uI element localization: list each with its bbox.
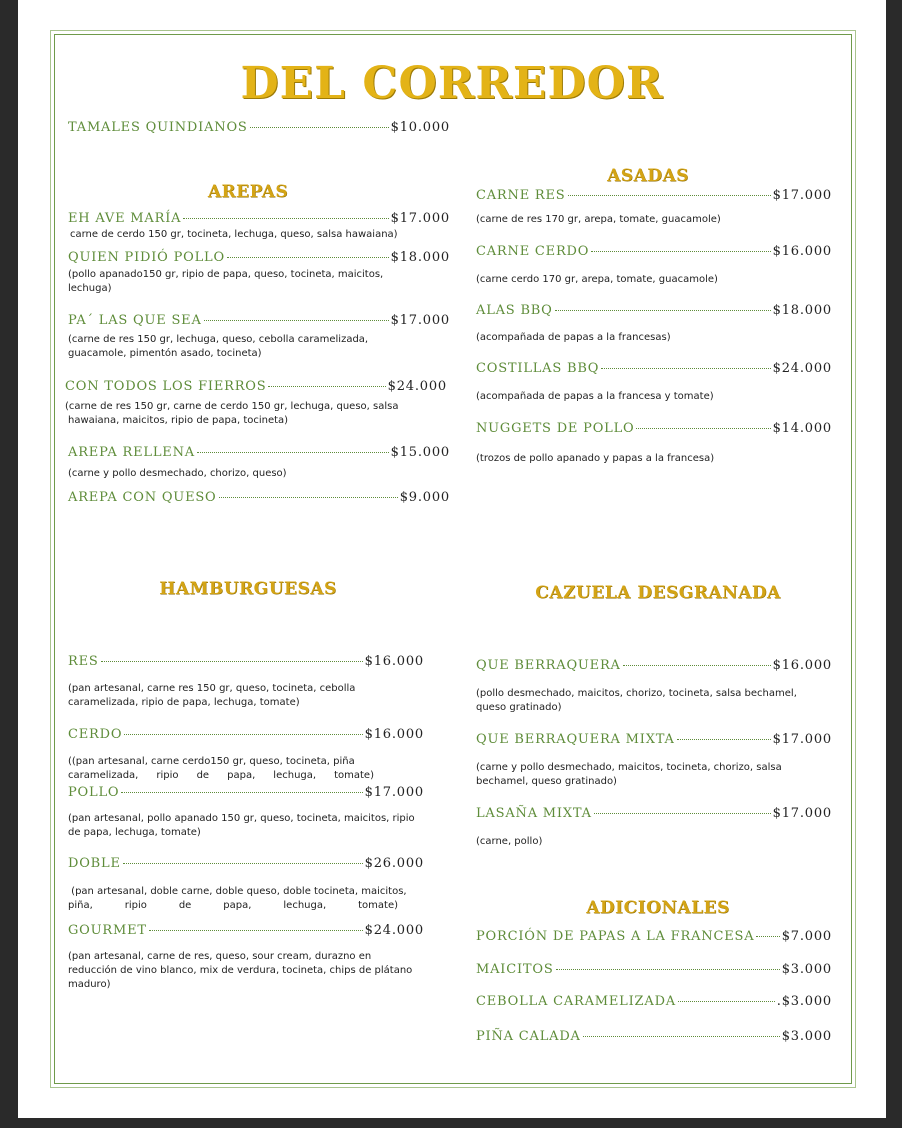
menu-item [68,727,424,742]
item-name: CEBOLLA CARAMELIZADA [476,994,676,1009]
leader-dots [583,1036,780,1037]
item-price: $17.000 [772,732,832,747]
leader-dots [594,813,771,814]
leader-dots [219,497,398,498]
leader-dots [183,218,388,219]
item-desc: (pan artesanal, pollo apanado 150 gr, queso, tocineta, maicitos, ripio de papa, lechuga, tomate) [68,813,415,838]
item-name: AREPA RELLENA [68,445,195,460]
item-desc: (carne de res 150 gr, lechuga, queso, cebolla caramelizada, guacamole, pimentón asado, tocineta) [68,334,369,359]
item-name: CERDO [68,727,123,742]
section-heading-cazuela: CAZUELA DESGRANADA [535,583,781,603]
item-desc: (pollo apanado150 gr, ripio de papa, queso, tocineta, maicitos, lechuga) [68,269,384,294]
leader-dots [123,863,363,864]
item-name: QUE BERRAQUERA MIXTA [476,732,675,747]
section-heading-hamburguesas: HAMBURGUESAS [159,579,337,599]
item-price: $16.000 [364,654,424,669]
item-name: PORCIÓN DE PAPAS A LA FRANCESA [476,929,755,944]
item-desc: (carne y pollo desmechado, chorizo, queso) [68,468,287,479]
menu-item [476,962,832,977]
item-name: RES [68,654,99,669]
item-name: AREPA CON QUESO [68,490,217,505]
item-name: PIÑA CALADA [476,1029,581,1044]
item-name: CARNE CERDO [476,244,590,259]
item-desc: carne de cerdo 150 gr, tocineta, lechuga, queso, salsa hawaiana) [70,229,398,240]
leader-dots [197,452,389,453]
leader-dots [121,792,362,793]
menu-item [68,445,450,460]
item-desc: (trozos de pollo apanado y papas a la francesa) [476,453,715,464]
leader-dots [250,127,389,128]
item-price: $17.000 [390,211,450,226]
leader-dots [591,251,770,252]
item-price: $18.000 [772,303,832,318]
item-price: $3.000 [781,962,832,977]
menu-item [68,654,424,669]
leader-dots [677,739,771,740]
leader-dots [556,969,780,970]
item-name: PA´ LAS QUE SEA [68,313,202,328]
menu-item [65,379,447,394]
menu-item [68,923,424,938]
item-desc: (pollo desmechado, maicitos, chorizo, tocineta, salsa bechamel, queso gratinado) [476,688,797,713]
item-name: MAICITOS [476,962,554,977]
item-price: $9.000 [399,490,450,505]
item-name: LASAÑA MIXTA [476,806,592,821]
item-name: DOBLE [68,856,121,871]
menu-item [476,732,832,747]
menu-item [68,785,424,800]
menu-item [476,303,832,318]
item-name: CARNE RES [476,188,566,203]
menu-item [476,1029,832,1044]
leader-dots [555,310,771,311]
menu-item-tamales [68,120,450,135]
item-name: COSTILLAS BBQ [476,361,600,376]
menu-item [476,929,832,944]
menu-item [68,490,450,505]
item-name: TAMALES QUINDIANOS [68,120,248,135]
item-price: $16.000 [772,244,832,259]
menu-item [476,244,832,259]
menu-item [476,361,832,376]
item-desc: (carne cerdo 170 gr, arepa, tomate, guacamole) [476,274,718,285]
menu-item [476,658,832,673]
item-price: $16.000 [772,658,832,673]
item-price: $26.000 [364,856,424,871]
item-price: $17.000 [772,188,832,203]
item-desc: (pan artesanal, carne res 150 gr, queso, tocineta, cebolla caramelizada, ripio de papa, lechuga, tomate) [68,683,356,708]
menu-item [68,856,424,871]
item-price: $17.000 [364,785,424,800]
item-price: $24.000 [772,361,832,376]
item-name: CON TODOS LOS FIERROS [65,379,267,394]
item-desc: (pan artesanal, carne de res, queso, sour cream, durazno en reducción de vino blanco, mix de verdura, tocineta, chips de plátano maduro) [68,951,413,990]
item-price: $15.000 [390,445,450,460]
item-price: $16.000 [364,727,424,742]
item-desc: ((pan artesanal, carne cerdo150 gr, queso, tocineta, piña caramelizada, ripio de papa, lechuga, tomate) [68,756,374,781]
menu-item [476,806,832,821]
item-price: $3.000 [781,1029,832,1044]
item-desc: (carne, pollo) [476,836,543,847]
menu-page [18,0,886,1118]
item-price: $14.000 [772,421,832,436]
item-price: $7.000 [781,929,832,944]
menu-item [68,250,450,265]
leader-dots [678,1001,775,1002]
leader-dots [124,734,362,735]
leader-dots [756,936,779,937]
section-heading-arepas: AREPAS [207,182,289,202]
item-price: $18.000 [390,250,450,265]
item-name: ALAS BBQ [476,303,553,318]
item-desc: (acompañada de papas a la francesa y tomate) [476,391,714,402]
item-name: NUGGETS DE POLLO [476,421,635,436]
item-price: .$3.000 [776,994,832,1009]
item-name: EH AVE MARÍA [68,211,182,226]
item-desc: (carne de res 170 gr, arepa, tomate, guacamole) [476,214,721,225]
leader-dots [268,386,385,387]
item-price: $10.000 [390,120,450,135]
leader-dots [149,930,363,931]
leader-dots [568,195,771,196]
section-heading-adicionales: ADICIONALES [586,898,730,918]
item-desc: (carne y pollo desmechado, maicitos, tocineta, chorizo, salsa bechamel, queso gratinado) [476,762,782,787]
item-name: QUIEN PIDIÓ POLLO [68,250,225,265]
item-price: $17.000 [772,806,832,821]
item-name: POLLO [68,785,120,800]
menu-item [68,313,450,328]
item-desc: (carne de res 150 gr, carne de cerdo 150 gr, lechuga, queso, salsa hawaiana, maicitos, ripio de papa, tocineta) [65,401,399,426]
leader-dots [101,661,363,662]
item-name: GOURMET [68,923,147,938]
menu-item [476,421,832,436]
item-price: $17.000 [390,313,450,328]
item-desc: (acompañada de papas a la francesas) [476,332,671,343]
item-desc: (pan artesanal, doble carne, doble queso, doble tocineta, maicitos, piña, ripio de papa, lechuga, tomate) [68,886,407,911]
item-price: $24.000 [364,923,424,938]
menu-item [68,211,450,226]
restaurant-title: DEL CORREDOR [240,58,664,109]
menu-item [476,994,832,1009]
leader-dots [623,665,771,666]
leader-dots [601,368,770,369]
menu-item [476,188,832,203]
item-name: QUE BERRAQUERA [476,658,621,673]
leader-dots [227,257,389,258]
item-price: $24.000 [387,379,447,394]
leader-dots [204,320,389,321]
leader-dots [636,428,770,429]
section-heading-asadas: ASADAS [607,166,689,186]
